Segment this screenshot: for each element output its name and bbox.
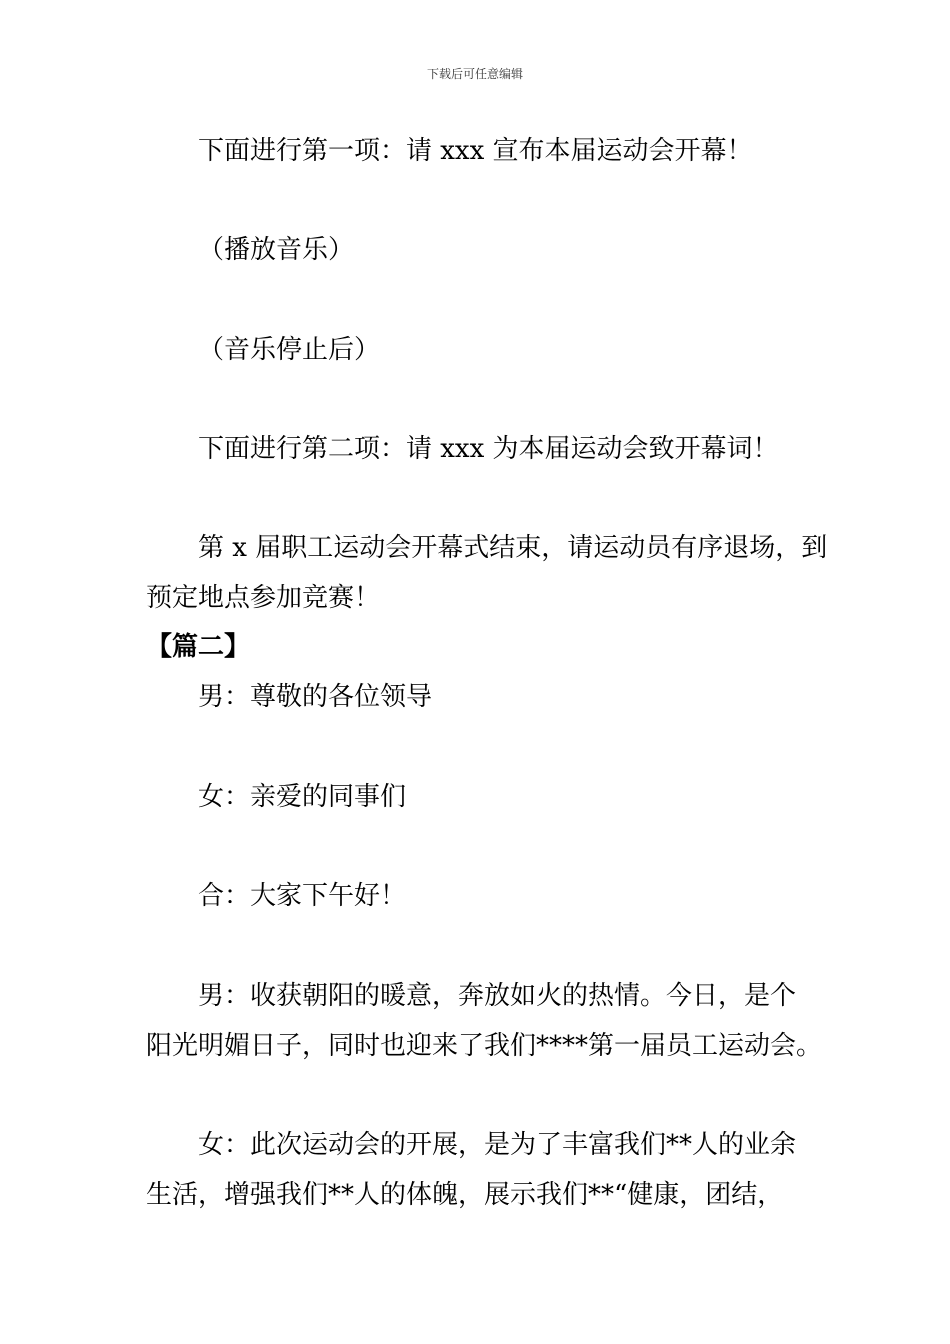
- paragraph-line: 男：尊敬的各位领导: [198, 682, 433, 712]
- paragraph: [146, 225, 810, 275]
- paragraph-line: 合：大家下午好！: [198, 881, 407, 911]
- paragraph-line: 第 x 届职工运动会开幕式结束，请运动员有序退场，到: [198, 533, 828, 563]
- paragraph-line: 生活，增强我们**人的体魄，展示我们**“健康，团结，: [146, 1180, 784, 1210]
- section-title: 【篇二】: [146, 632, 251, 662]
- paragraph: [146, 424, 810, 474]
- paragraph-line: 女：亲爱的同事们: [198, 782, 407, 812]
- paragraph-line: 预定地点参加竞赛！: [146, 583, 381, 613]
- paragraph-line: （播放音乐）: [198, 235, 355, 265]
- paragraph: [146, 1120, 810, 1220]
- paragraph: [146, 871, 810, 921]
- paragraph: [146, 126, 810, 176]
- paragraph-line: （音乐停止后）: [198, 335, 381, 365]
- paragraph: [146, 971, 823, 1071]
- paragraph: [146, 772, 810, 822]
- paragraph-line: 下面进行第一项：请 xxx 宣布本届运动会开幕！: [198, 136, 753, 166]
- page-header: 下载后可任意编辑: [426, 67, 523, 81]
- paragraph-line: 男：收获朝阳的暖意，奔放如火的热情。今日，是个: [198, 981, 797, 1011]
- paragraph: [146, 325, 810, 375]
- paragraph-line: 下面进行第二项：请 xxx 为本届运动会致开幕词！: [198, 434, 779, 464]
- paragraph: [146, 523, 828, 623]
- paragraph-line: 女：此次运动会的开展，是为了丰富我们**人的业余: [198, 1130, 797, 1160]
- paragraph-line: 阳光明媚日子，同时也迎来了我们****第一届员工运动会。: [146, 1031, 823, 1061]
- paragraph: [146, 672, 810, 722]
